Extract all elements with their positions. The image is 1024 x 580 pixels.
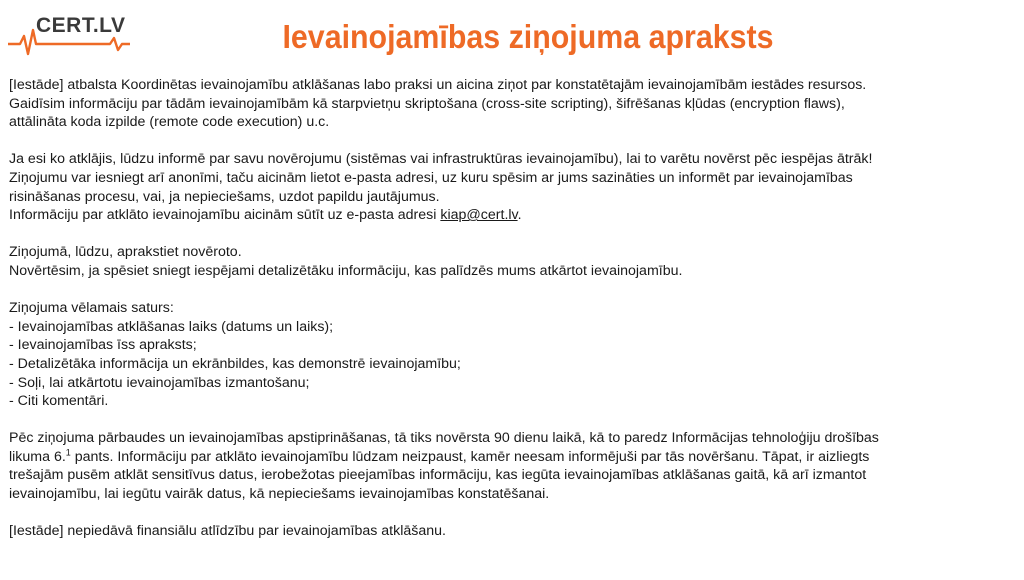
text-line: [Iestāde] atbalsta Koordinētas ievainojamību atklāšanas labo praksi un aicina ziņot par konstatētajām ievainojamībām iestādes resursos. — [9, 77, 867, 93]
text-line: ievainojamību, lai iegūtu vairāk datus, kā nepieciešams ievainojamības konstatēšanai. — [9, 486, 550, 503]
text-line: risināšanas procesu, vai, ja nepieciešams, uzdot papildu jautājumus. — [9, 188, 440, 205]
text-line: Ja esi ko atklājis, lūdzu informē par savu novērojumu (sistēmas vai infrastruktūras ievainojamību), lai to varētu novērst pēc iespējas ātrāk! — [9, 151, 873, 168]
content-list — [9, 299, 1017, 411]
list-item: - Soļi, lai atkārtotu ievainojamības izmantošanu; — [9, 374, 310, 391]
law-superscript: 1 — [65, 447, 71, 458]
text-line: Gaidīsim informāciju par tādām ievainojamībām kā starpvietņu skriptošana (cross-site scripting), šifrēšanas kļūdas (encryption flaws), — [9, 95, 845, 112]
text-line: trešajām pusēm atklāt sensitīvus datus, ierobežotas pieejamības informāciju, kas iegūta ievainojamības atklāšanas gaitā, kā arī izmantot — [9, 467, 867, 484]
email-link[interactable]: kiap@cert.lv — [440, 207, 518, 224]
document-body — [9, 76, 1017, 559]
text-line: [Iestāde] nepiedāvā finansiālu atlīdzību par ievainojamības atklāšanu. — [9, 523, 446, 540]
text-line — [9, 448, 1017, 467]
list-item: - Citi komentāri. — [9, 393, 109, 410]
list-item: - Detalizētāka informācija un ekrānbildes, kas demonstrē ievainojamību; — [9, 355, 461, 372]
email-prefix: Informāciju par atklāto ievainojamību aicinām sūtīt uz e-pasta adresi — [9, 207, 441, 224]
email-line — [9, 206, 1017, 225]
cert-lv-logo — [6, 12, 130, 56]
page-title: Ievainojamības ziņojuma apraksts — [282, 18, 774, 55]
law-reference: likuma 6. — [9, 448, 66, 465]
logo-text: CERT.LV — [36, 14, 126, 37]
description-paragraph — [9, 243, 1017, 280]
list-item: - Ievainojamības atklāšanas laiks (datums un laiks); — [9, 318, 334, 335]
email-suffix: . — [517, 207, 522, 224]
text-line: attālināta koda izpilde (remote code execution) u.c. — [9, 114, 330, 131]
list-item: - Ievainojamības īss apraksts; — [9, 337, 197, 354]
text-line: Ziņojumā, lūdzu, aprakstiet novēroto. — [9, 244, 242, 261]
reward-paragraph — [9, 522, 1017, 541]
text-line: Ziņojumu var iesniegt arī anonīmi, taču aicinām lietot e-pasta adresi, uz kuru spēsim ar jums sazināties un informēt par ievainojamības — [9, 169, 853, 186]
text-line: Pēc ziņojuma pārbaudes un ievainojamības apstiprināšanas, tā tiks novērsta 90 dienu laikā, kā to paredz Informācijas tehnoloģiju drošības — [9, 430, 879, 447]
policy-paragraph — [9, 429, 1017, 503]
intro-paragraph — [9, 76, 1017, 132]
list-heading: Ziņojuma vēlamais saturs: — [9, 300, 174, 317]
text-line: Novērtēsim, ja spēsiet sniegt iespējami detalizētāku informāciju, kas palīdzēs mums atkārtot ievainojamību. — [9, 262, 683, 279]
reporting-paragraph — [9, 150, 1017, 224]
header — [0, 0, 1024, 68]
text-fragment: pants. Informāciju par atklāto ievainojamību lūdzam neizpaust, kamēr neesam informējuši par tās novēršanu. Tāpat, ir aizliegts — [70, 448, 870, 465]
